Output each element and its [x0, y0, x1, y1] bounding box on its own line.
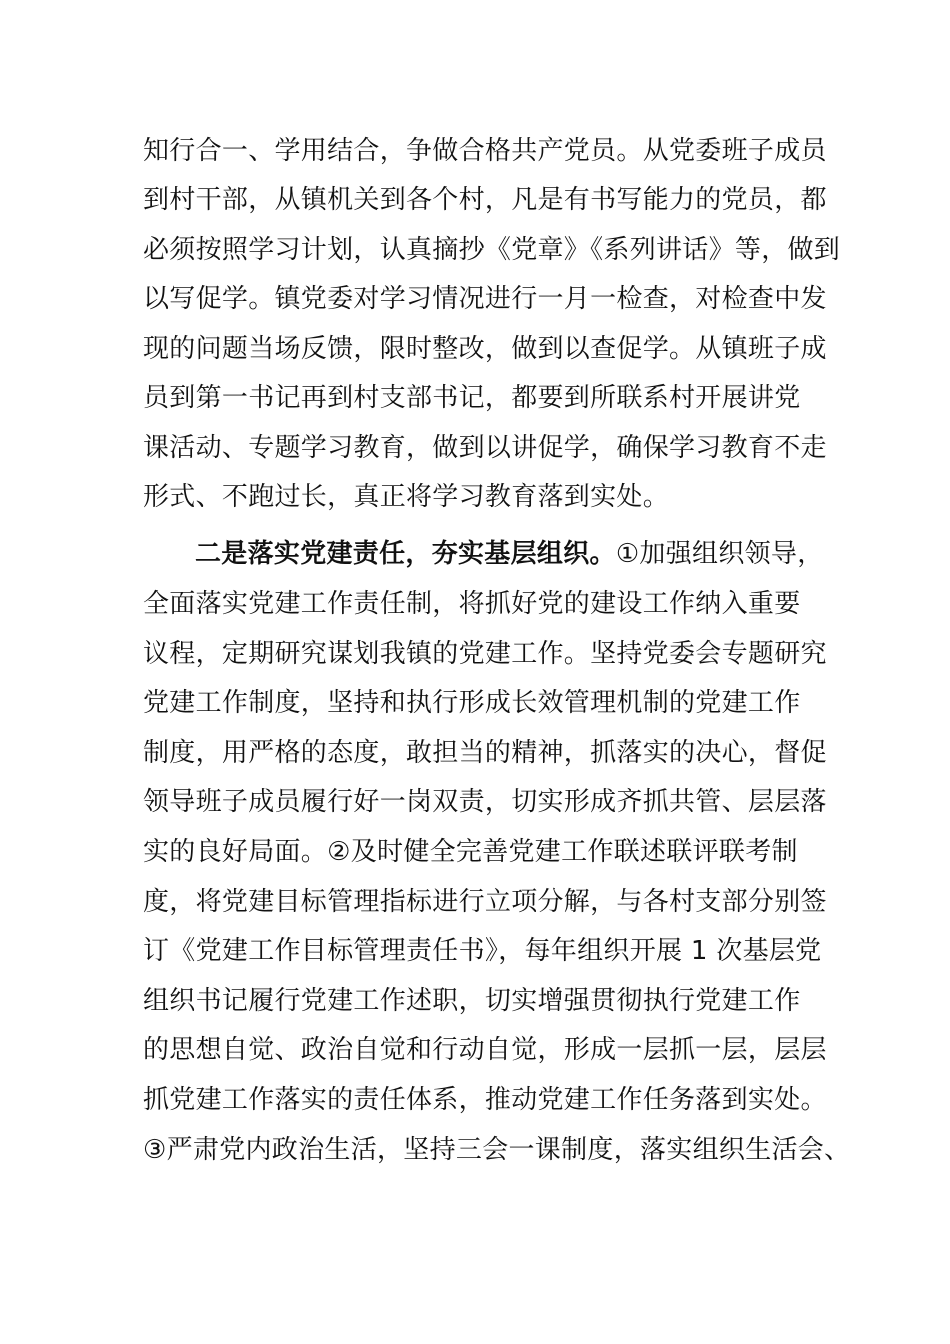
paragraph-1-line-2: 到村干部，从镇机关到各个村，凡是有书写能力的党员，都	[143, 185, 827, 215]
paragraph-2-line-7: 实的良好局面。②及时健全完善党建工作联述联评联考制	[143, 837, 798, 867]
paragraph-1-line-8: 形式、不跑过长，真正将学习教育落到实处。	[143, 482, 670, 512]
paragraph-1-line-4: 以写促学。镇党委对学习情况进行一月一检查，对检查中发	[143, 284, 827, 314]
paragraph-1-line-3: 必须按照学习计划，认真摘抄《党章》《系列讲话》等，做到	[143, 235, 841, 265]
paragraph-2-line-3: 议程，定期研究谋划我镇的党建工作。坚持党委会专题研究	[143, 639, 827, 669]
paragraph-1-line-7: 课活动、专题学习教育，做到以讲促学，确保学习教育不走	[143, 433, 827, 463]
paragraph-1-line-5: 现的问题当场反馈，限时整改，做到以查促学。从镇班子成	[143, 334, 827, 364]
paragraph-2-line-6: 领导班子成员履行好一岗双责，切实形成齐抓共管、层层落	[143, 787, 827, 817]
paragraph-2-line-11: 的思想自觉、政治自觉和行动自觉，形成一层抓一层，层层	[143, 1035, 827, 1065]
paragraph-2-line-12: 抓党建工作落实的责任体系，推动党建工作任务落到实处。	[143, 1085, 827, 1115]
paragraph-2-heading: 二是落实党建责任，夯实基层组织。	[195, 539, 616, 569]
paragraph-2-line-8: 度，将党建目标管理指标进行立项分解，与各村支部分别签	[143, 887, 827, 917]
paragraph-2-line-9: 订《党建工作目标管理责任书》，每年组织开展 1 次基层党	[143, 936, 822, 966]
paragraph-2-first-line	[195, 539, 835, 569]
paragraph-1-line-1: 知行合一、学用结合，争做合格共产党员。从党委班子成员	[143, 136, 827, 166]
paragraph-2-line-4: 党建工作制度，坚持和执行形成长效管理机制的党建工作	[143, 688, 801, 718]
paragraph-2-line-13: ③严肃党内政治生活，坚持三会一课制度，落实组织生活会、	[143, 1135, 851, 1165]
paragraph-1-line-6: 员到第一书记再到村支部书记，都要到所联系村开展讲党	[143, 383, 801, 413]
paragraph-2-line-2: 全面落实党建工作责任制，将抓好党的建设工作纳入重要	[143, 589, 801, 619]
paragraph-2-first-line-rest: ①加强组织领导，	[615, 539, 824, 569]
paragraph-2-line-10: 组织书记履行党建工作述职，切实增强贯彻执行党建工作	[143, 986, 801, 1016]
paragraph-2-line-5: 制度，用严格的态度，敢担当的精神，抓落实的决心，督促	[143, 738, 827, 768]
